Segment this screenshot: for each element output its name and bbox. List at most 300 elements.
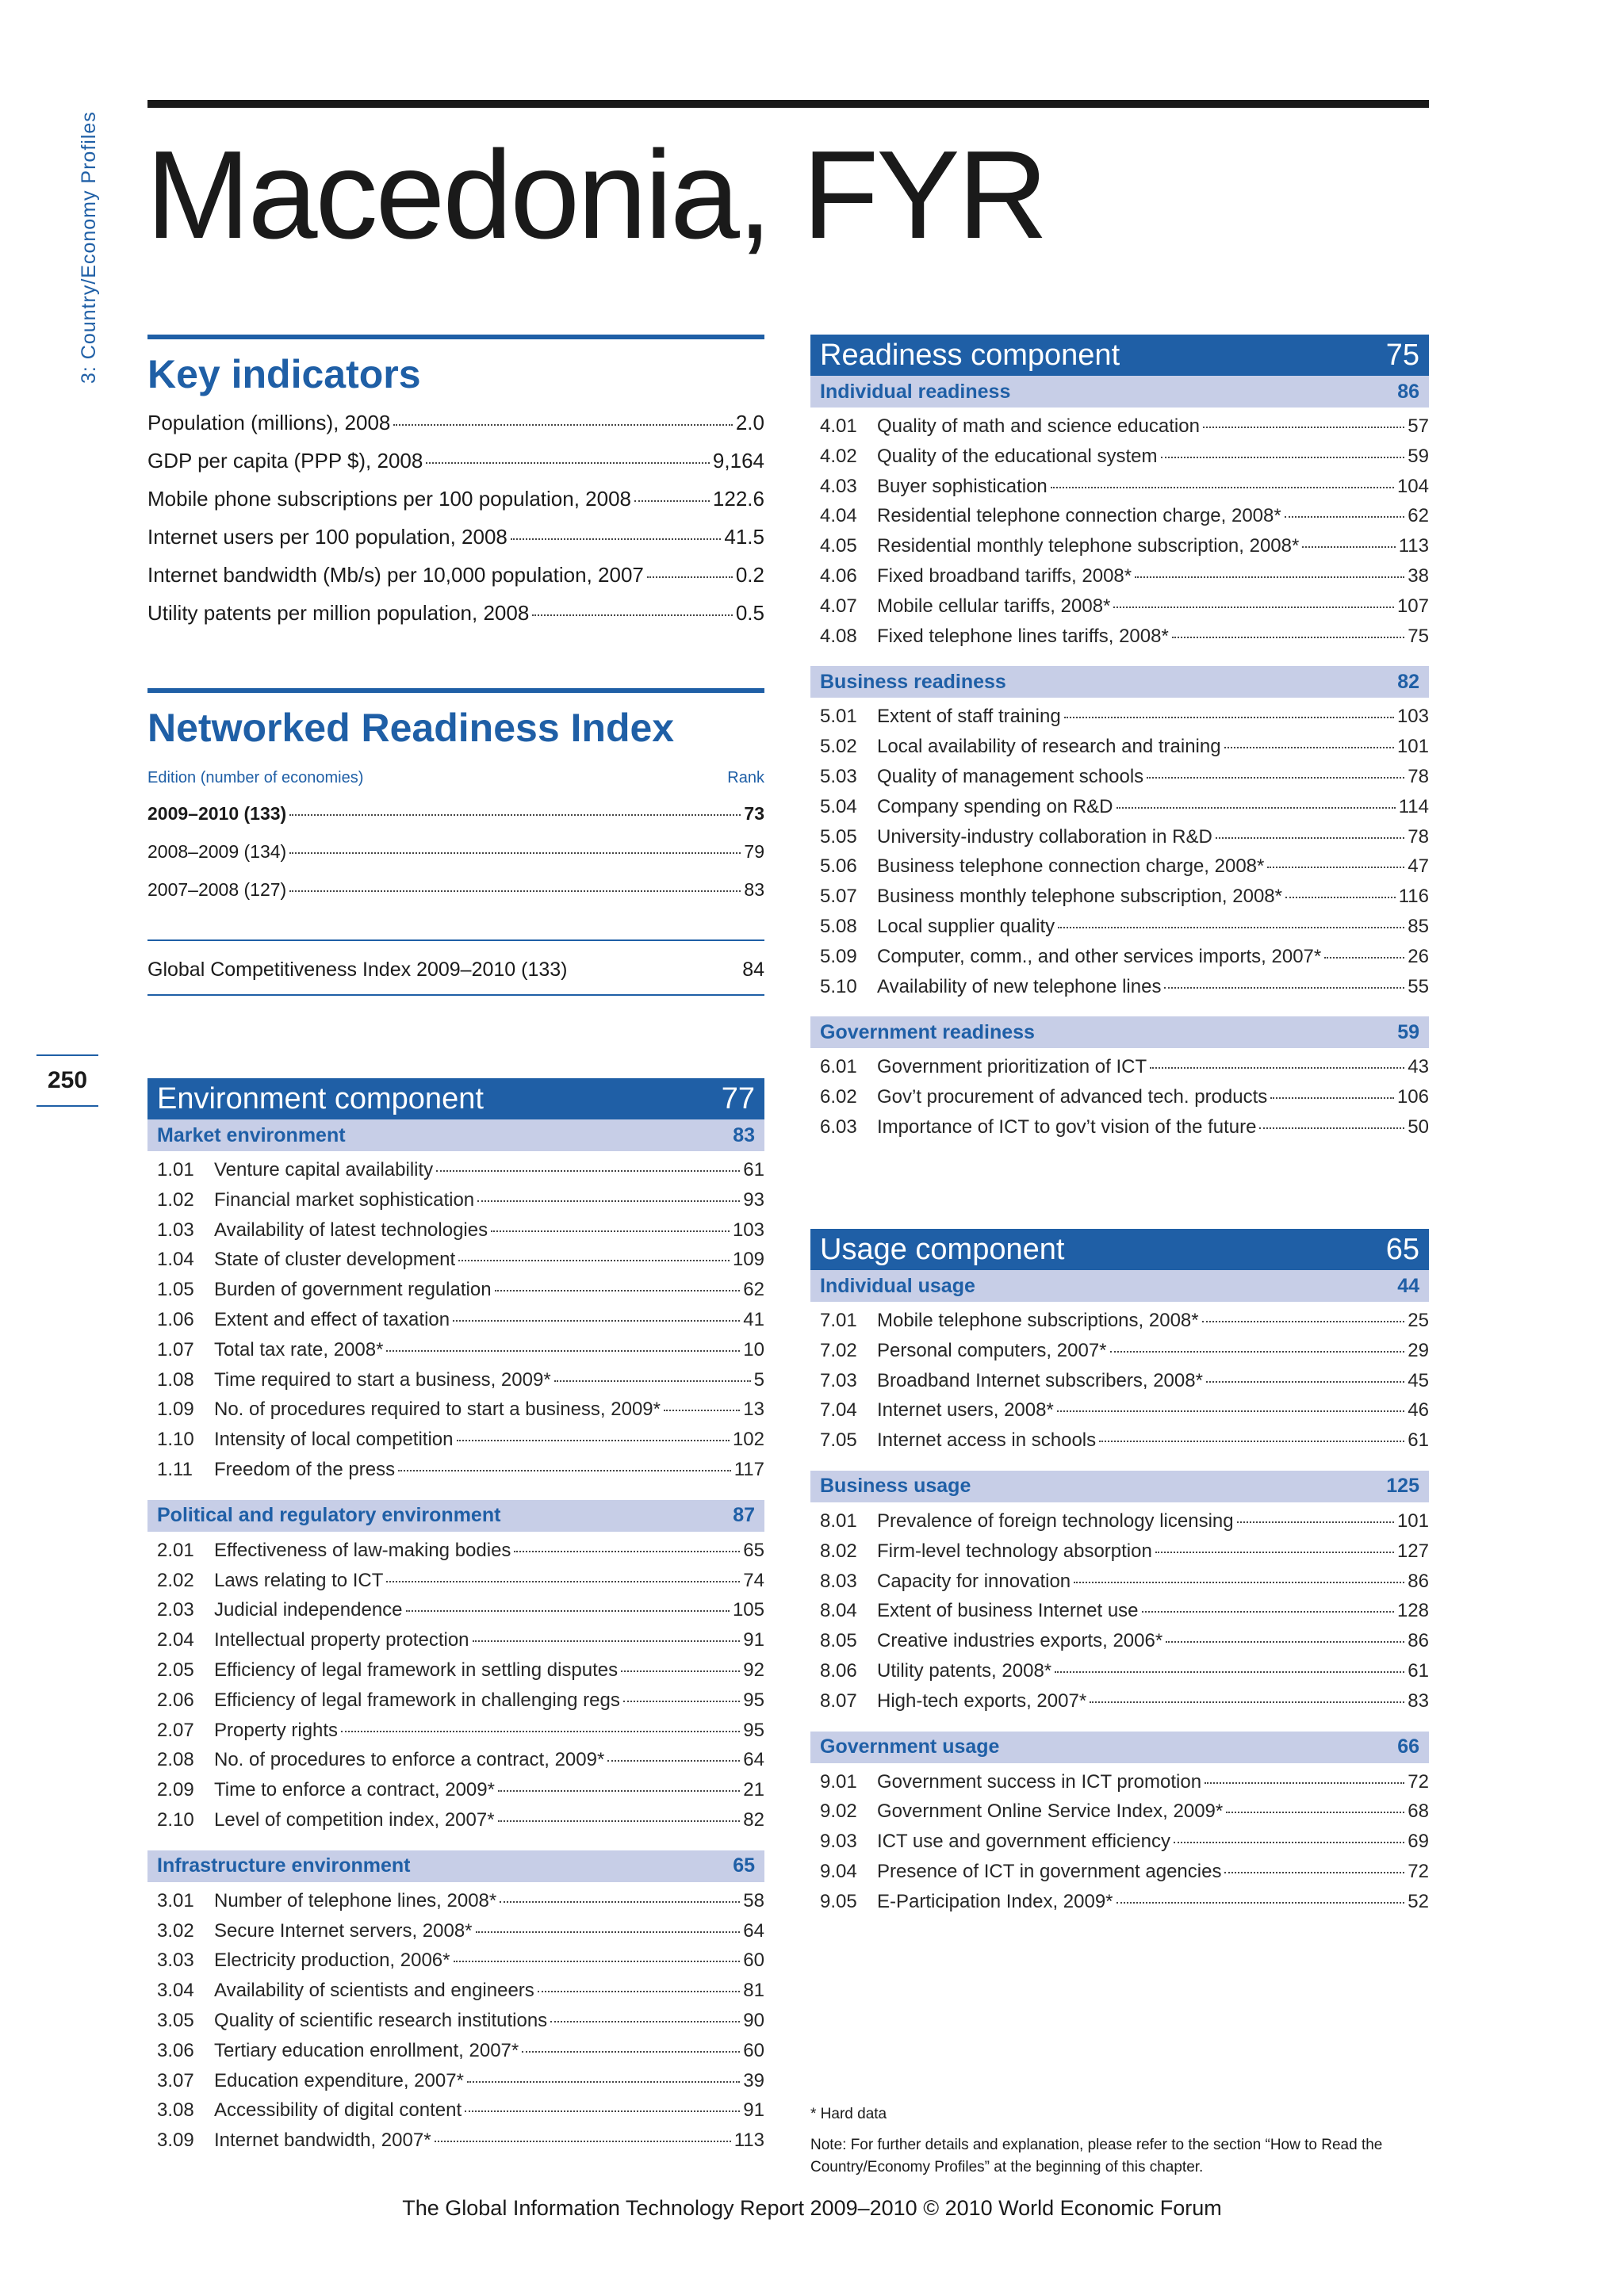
indicator-row [157, 1219, 764, 1249]
indicator-row [820, 565, 1429, 595]
key-indicator-label: Population (millions), 2008 [147, 411, 391, 434]
indicator-row [820, 1831, 1429, 1861]
dot-leader [465, 2110, 740, 2112]
indicator-number: 1.10 [157, 1429, 194, 1451]
key-indicator-row [147, 487, 764, 525]
indicator-rank: 91 [743, 1629, 764, 1651]
indicator-number: 3.04 [157, 1980, 194, 2002]
component-header [147, 1078, 764, 1119]
indicator-rank: 127 [1396, 1540, 1429, 1562]
indicator-row [157, 1540, 764, 1570]
indicator-rank: 64 [743, 1919, 764, 1942]
dot-leader [1090, 1701, 1404, 1703]
indicator-number: 2.03 [157, 1599, 194, 1621]
indicator-rank: 62 [743, 1279, 764, 1301]
indicator-label: Government success in ICT promotion [877, 1770, 1202, 1793]
indicator-row [820, 1600, 1429, 1630]
dot-leader [289, 852, 741, 854]
indicator-rank: 107 [1396, 595, 1429, 617]
subpillar-title: Political and regulatory environment [157, 1504, 501, 1527]
dot-leader [1147, 777, 1404, 779]
indicator-label: Number of telephone lines, 2008* [214, 1889, 497, 1911]
dot-leader [1166, 1641, 1404, 1643]
indicator-row [157, 1459, 764, 1489]
indicator-row [157, 1339, 764, 1369]
indicator-row [820, 1630, 1429, 1660]
indicator-row [157, 1809, 764, 1839]
indicator-rank: 46 [1408, 1399, 1429, 1422]
indicator-row [157, 1950, 764, 1980]
indicator-label: Venture capital availability [214, 1159, 434, 1181]
dot-leader [1203, 427, 1404, 428]
dot-leader [1164, 987, 1404, 989]
dot-leader [1057, 1410, 1404, 1412]
indicator-rank: 83 [1408, 1689, 1429, 1712]
indicator-row [820, 1056, 1429, 1086]
indicator-row [820, 766, 1429, 796]
dot-leader [1270, 1097, 1394, 1099]
indicator-list [810, 1763, 1429, 1924]
indicator-row [157, 1429, 764, 1459]
indicator-list [147, 1882, 764, 2163]
indicator-row [820, 626, 1429, 656]
dot-leader [477, 1200, 740, 1202]
subpillar-title: Business usage [820, 1475, 971, 1498]
key-indicator-row [147, 449, 764, 487]
dot-leader [386, 1350, 740, 1352]
indicator-label: No. of procedures required to start a business, 2009* [214, 1399, 661, 1421]
dot-leader [386, 1581, 740, 1582]
indicator-label: Freedom of the press [214, 1458, 396, 1480]
dot-leader [498, 1790, 740, 1792]
indicator-label: Presence of ICT in government agencies [877, 1860, 1222, 1882]
indicator-number: 1.01 [157, 1159, 194, 1181]
section-rule [147, 688, 764, 693]
subpillar-header [810, 1732, 1429, 1763]
key-indicator-row [147, 525, 764, 563]
dot-leader [1302, 546, 1395, 548]
subpillar-rank: 125 [1386, 1475, 1419, 1498]
dot-leader [1202, 1321, 1405, 1322]
indicator-label: E-Participation Index, 2009* [877, 1890, 1113, 1912]
indicator-label: Government Online Service Index, 2009* [877, 1800, 1224, 1823]
indicator-list [810, 408, 1429, 658]
indicator-number: 1.09 [157, 1399, 194, 1421]
indicator-number: 1.05 [157, 1279, 194, 1301]
indicator-number: 3.05 [157, 2009, 194, 2031]
dot-leader [498, 1820, 741, 1822]
indicator-number: 3.01 [157, 1889, 194, 1911]
dot-leader [473, 1640, 741, 1642]
indicator-rank: 26 [1408, 945, 1429, 967]
indicator-number: 7.01 [820, 1310, 857, 1331]
indicator-row [820, 1891, 1429, 1921]
indicator-number: 4.07 [820, 595, 857, 617]
key-indicator-label: GDP per capita (PPP $), 2008 [147, 449, 423, 473]
indicator-row [157, 1720, 764, 1750]
indicator-label: Total tax rate, 2008* [214, 1338, 384, 1360]
indicator-number: 3.03 [157, 1950, 194, 1972]
component-header [810, 1229, 1429, 1270]
indicator-label: Internet bandwidth, 2007* [214, 2130, 431, 2152]
indicator-rank: 69 [1408, 1831, 1429, 1853]
dot-leader [1142, 1611, 1394, 1613]
indicator-row [157, 1629, 764, 1659]
key-indicator-row [147, 601, 764, 639]
indicator-row [157, 2099, 764, 2130]
nri-column-header [147, 769, 764, 787]
indicator-rank: 93 [743, 1188, 764, 1211]
indicator-list [147, 1151, 764, 1492]
indicator-list [810, 1302, 1429, 1463]
dot-leader [1206, 1381, 1404, 1383]
indicator-number: 8.02 [820, 1540, 857, 1562]
indicator-label: Laws relating to ICT [214, 1569, 384, 1591]
indicator-rank: 78 [1408, 825, 1429, 848]
indicator-row [157, 1399, 764, 1429]
indicator-rank: 78 [1408, 765, 1429, 787]
indicator-number: 4.05 [820, 535, 857, 557]
indicator-label: Level of competition index, 2007* [214, 1808, 495, 1831]
indicator-label: Government prioritization of ICT [877, 1056, 1147, 1078]
indicator-row [157, 1689, 764, 1720]
subpillar-rank: 86 [1397, 380, 1419, 403]
indicator-number: 2.10 [157, 1808, 194, 1831]
indicator-number: 9.03 [820, 1831, 857, 1853]
indicator-label: Accessibility of digital content [214, 2099, 462, 2122]
dot-leader [634, 500, 710, 502]
dot-leader [1113, 607, 1394, 608]
key-indicator-row [147, 563, 764, 601]
indicator-label: Quality of management schools [877, 765, 1144, 787]
indicator-label: Residential telephone connection charge, 2008* [877, 505, 1281, 527]
dot-leader [1099, 1441, 1404, 1442]
indicator-rank: 47 [1408, 855, 1429, 878]
indicator-row [157, 1309, 764, 1339]
dot-leader [1161, 457, 1405, 458]
component-title: Environment component [157, 1081, 484, 1115]
indicator-row [157, 1189, 764, 1219]
indicator-rank: 50 [1408, 1115, 1429, 1138]
indicator-number: 9.01 [820, 1770, 857, 1793]
key-indicator-value: 0.5 [735, 601, 764, 625]
indicator-number: 8.05 [820, 1630, 857, 1652]
indicator-number: 6.03 [820, 1115, 857, 1138]
key-indicator-label: Mobile phone subscriptions per 100 population, 2008 [147, 487, 631, 511]
indicator-number: 8.04 [820, 1600, 857, 1622]
indicator-label: Burden of government regulation [214, 1279, 492, 1301]
nri-edition-label: 2007–2008 (127) [147, 879, 287, 900]
indicator-rank: 52 [1408, 1890, 1429, 1912]
indicator-row [820, 1800, 1429, 1831]
explanation-note: Note: For further details and explanation, please refer to the section “How to Read the Country/Economy Profiles” at the beginning of this chapter. [810, 2137, 1383, 2175]
indicator-label: Broadband Internet subscribers, 2008* [877, 1369, 1203, 1391]
indicator-number: 6.01 [820, 1056, 857, 1078]
component-title: Usage component [820, 1232, 1065, 1266]
subpillar-block [147, 1119, 764, 1492]
indicator-number: 2.09 [157, 1779, 194, 1801]
indicator-rank: 59 [1408, 445, 1429, 467]
indicator-row [820, 855, 1429, 886]
indicator-label: Local availability of research and training [877, 736, 1221, 758]
dot-leader [289, 814, 741, 816]
indicator-label: Business monthly telephone subscription, 2008* [877, 886, 1282, 908]
indicator-label: Prevalence of foreign technology licensing [877, 1510, 1234, 1532]
indicator-label: Financial market sophistication [214, 1188, 475, 1211]
subpillar-header [810, 1270, 1429, 1302]
page-footer: The Global Information Technology Report 2009–2010 © 2010 World Economic Forum [402, 2196, 1222, 2220]
indicator-number: 5.08 [820, 915, 857, 937]
indicator-row [157, 1249, 764, 1279]
indicator-row [157, 2130, 764, 2160]
indicator-number: 3.06 [157, 2039, 194, 2061]
subpillar-rank: 66 [1397, 1735, 1419, 1758]
subpillar-rank: 82 [1397, 670, 1419, 693]
indicator-number: 5.04 [820, 795, 857, 817]
indicator-rank: 85 [1408, 915, 1429, 937]
indicator-number: 2.07 [157, 1719, 194, 1741]
dot-leader [1237, 1521, 1394, 1523]
indicator-rank: 102 [732, 1429, 764, 1451]
dot-leader [550, 2021, 740, 2022]
country-title: Macedonia, FYR [146, 125, 1046, 265]
indicator-rank: 105 [732, 1599, 764, 1621]
subpillar-header [147, 1119, 764, 1151]
indicator-number: 3.09 [157, 2130, 194, 2152]
indicator-rank: 72 [1408, 1770, 1429, 1793]
indicator-number: 3.08 [157, 2099, 194, 2122]
rank-label: Rank [727, 769, 764, 786]
indicator-label: Availability of latest technologies [214, 1219, 488, 1241]
indicator-rank: 75 [1408, 625, 1429, 647]
indicator-rank: 116 [1398, 886, 1429, 908]
indicator-row [157, 2070, 764, 2100]
subpillar-header [147, 1850, 764, 1882]
dot-leader [1116, 1902, 1405, 1904]
key-indicators-title: Key indicators [147, 352, 421, 396]
indicator-rank: 90 [743, 2009, 764, 2031]
indicator-label: University-industry collaboration in R&D [877, 825, 1212, 848]
indicator-row [157, 1659, 764, 1689]
page-number: 250 [36, 1054, 98, 1107]
indicator-label: State of cluster development [214, 1249, 456, 1271]
indicator-rank: 60 [743, 2039, 764, 2061]
indicator-rank: 106 [1396, 1086, 1429, 1108]
indicator-rank: 113 [733, 2130, 764, 2152]
indicator-label: Education expenditure, 2007* [214, 2069, 464, 2091]
dot-leader [607, 1760, 740, 1762]
indicator-label: Intellectual property protection [214, 1629, 469, 1651]
dot-leader [393, 424, 732, 426]
indicator-rank: 57 [1408, 415, 1429, 437]
indicator-rank: 81 [743, 1980, 764, 2002]
indicator-row [157, 1749, 764, 1779]
indicator-rank: 64 [743, 1749, 764, 1771]
subpillar-header [810, 1016, 1429, 1048]
indicator-label: Quality of the educational system [877, 445, 1158, 467]
dot-leader [538, 1991, 741, 1992]
indicator-label: Quality of scientific research institutions [214, 2009, 548, 2031]
indicator-rank: 29 [1408, 1339, 1429, 1361]
indicator-row [157, 1369, 764, 1399]
indicator-number: 5.03 [820, 765, 857, 787]
dot-leader [435, 2141, 731, 2142]
indicator-row [157, 2010, 764, 2040]
indicator-rank: 109 [732, 1249, 764, 1271]
indicator-row [820, 1690, 1429, 1720]
key-indicator-value: 41.5 [724, 525, 764, 549]
indicator-label: Company spending on R&D [877, 795, 1113, 817]
dot-leader [426, 462, 710, 464]
dot-leader [1064, 717, 1394, 718]
indicator-label: Business telephone connection charge, 2008* [877, 855, 1265, 878]
dot-leader [1205, 1782, 1404, 1784]
dot-leader [1324, 957, 1404, 959]
indicator-rank: 114 [1398, 795, 1429, 817]
indicator-number: 4.08 [820, 625, 857, 647]
indicator-number: 1.02 [157, 1188, 194, 1211]
indicator-number: 8.06 [820, 1659, 857, 1682]
dot-leader [1055, 1671, 1404, 1673]
indicator-label: Extent of staff training [877, 706, 1061, 728]
indicator-number: 7.03 [820, 1369, 857, 1391]
nri-previous-list [147, 841, 764, 917]
indicator-label: Property rights [214, 1719, 339, 1741]
indicator-row [157, 1890, 764, 1920]
subpillar-header [810, 666, 1429, 698]
indicator-row [820, 946, 1429, 976]
indicator-label: Internet users, 2008* [877, 1399, 1054, 1422]
indicator-list [810, 1502, 1429, 1724]
indicator-rank: 61 [1408, 1429, 1429, 1452]
indicator-row [820, 1086, 1429, 1116]
indicator-label: Internet access in schools [877, 1429, 1097, 1452]
dot-leader [1110, 1351, 1405, 1353]
dot-leader [1174, 1842, 1404, 1843]
component-header [810, 335, 1429, 376]
indicator-row [820, 736, 1429, 766]
indicator-rank: 82 [743, 1808, 764, 1831]
nri-current-rank: 73 [744, 803, 764, 824]
key-indicator-label: Internet bandwidth (Mb/s) per 10,000 population, 2007 [147, 563, 644, 587]
indicator-row [820, 826, 1429, 856]
indicator-number: 1.06 [157, 1308, 194, 1330]
dot-leader [467, 2081, 740, 2083]
subpillar-title: Government readiness [820, 1020, 1035, 1043]
indicator-label: Extent and effect of taxation [214, 1308, 450, 1330]
indicator-row [157, 1159, 764, 1189]
indicator-number: 7.02 [820, 1339, 857, 1361]
dot-leader [500, 1901, 740, 1903]
indicator-label: Availability of new telephone lines [877, 975, 1162, 997]
indicator-label: Capacity for innovation [877, 1570, 1071, 1592]
nri-edition-rank: 83 [744, 879, 764, 900]
dot-leader [454, 1961, 741, 1962]
indicator-rank: 117 [733, 1458, 764, 1480]
dot-leader [1074, 1582, 1404, 1583]
indicator-row [157, 1920, 764, 1950]
gci-rank: 84 [742, 959, 764, 981]
indicator-number: 5.06 [820, 855, 857, 878]
subpillar-title: Infrastructure environment [157, 1854, 411, 1877]
indicator-label: Personal computers, 2007* [877, 1339, 1107, 1361]
nri-edition-row [147, 841, 764, 879]
indicator-number: 4.04 [820, 505, 857, 527]
indicator-label: Importance of ICT to gov’t vision of the future [877, 1115, 1257, 1138]
indicator-number: 8.07 [820, 1689, 857, 1712]
key-indicator-value: 9,164 [712, 449, 764, 473]
subpillar-title: Government usage [820, 1735, 1000, 1758]
readiness-component [810, 335, 1429, 1158]
indicator-number: 2.02 [157, 1569, 194, 1591]
dot-leader [406, 1610, 730, 1612]
indicator-list [147, 1532, 764, 1843]
indicator-rank: 91 [743, 2099, 764, 2122]
key-indicator-label: Utility patents per million population, 2008 [147, 601, 530, 625]
indicator-row [820, 595, 1429, 626]
indicator-label: Availability of scientists and engineers [214, 1980, 534, 2002]
indicator-rank: 45 [1408, 1369, 1429, 1391]
indicator-label: Creative industries exports, 2006* [877, 1630, 1163, 1652]
indicator-number: 1.07 [157, 1338, 194, 1360]
subpillar-header [810, 376, 1429, 408]
indicator-number: 1.08 [157, 1368, 194, 1391]
indicator-label: Quality of math and science education [877, 415, 1200, 437]
dot-leader [341, 1731, 740, 1732]
indicator-number: 3.07 [157, 2069, 194, 2091]
indicator-rank: 39 [743, 2069, 764, 2091]
subpillar-title: Individual readiness [820, 380, 1011, 403]
dot-leader [647, 576, 733, 578]
indicator-rank: 72 [1408, 1860, 1429, 1882]
indicator-list [810, 1048, 1429, 1149]
indicator-number: 5.01 [820, 706, 857, 728]
indicator-rank: 13 [743, 1399, 764, 1421]
indicator-number: 2.05 [157, 1659, 194, 1681]
indicator-label: Computer, comm., and other services imports, 2007* [877, 945, 1322, 967]
indicator-rank: 68 [1408, 1800, 1429, 1823]
indicator-rank: 128 [1396, 1600, 1429, 1622]
indicator-row [820, 446, 1429, 476]
key-indicator-value: 122.6 [712, 487, 764, 511]
indicator-row [820, 1370, 1429, 1400]
indicator-row [820, 415, 1429, 446]
indicator-label: Utility patents, 2008* [877, 1659, 1052, 1682]
dot-leader [1116, 807, 1396, 809]
dot-leader [1216, 837, 1404, 839]
indicator-rank: 25 [1408, 1310, 1429, 1331]
indicator-row [820, 706, 1429, 736]
indicator-number: 1.11 [157, 1458, 193, 1480]
indicator-number: 7.05 [820, 1429, 857, 1452]
dot-leader [1172, 637, 1405, 638]
indicator-row [157, 1279, 764, 1309]
indicator-rank: 103 [732, 1219, 764, 1241]
indicator-label: Effectiveness of law-making bodies [214, 1539, 511, 1561]
subpillar-block [810, 1471, 1429, 1724]
indicator-label: High-tech exports, 2007* [877, 1689, 1087, 1712]
indicator-row [820, 1429, 1429, 1460]
indicator-label: ICT use and government efficiency [877, 1831, 1170, 1853]
indicator-label: Fixed telephone lines tariffs, 2008* [877, 625, 1169, 647]
subpillar-block [810, 1732, 1429, 1924]
hard-data-footnote: * Hard data [810, 2106, 887, 2122]
indicator-row [820, 1116, 1429, 1146]
key-indicators-list [147, 411, 764, 639]
component-title: Readiness component [820, 338, 1120, 372]
indicator-rank: 101 [1396, 1510, 1429, 1532]
dot-leader [1224, 747, 1394, 748]
